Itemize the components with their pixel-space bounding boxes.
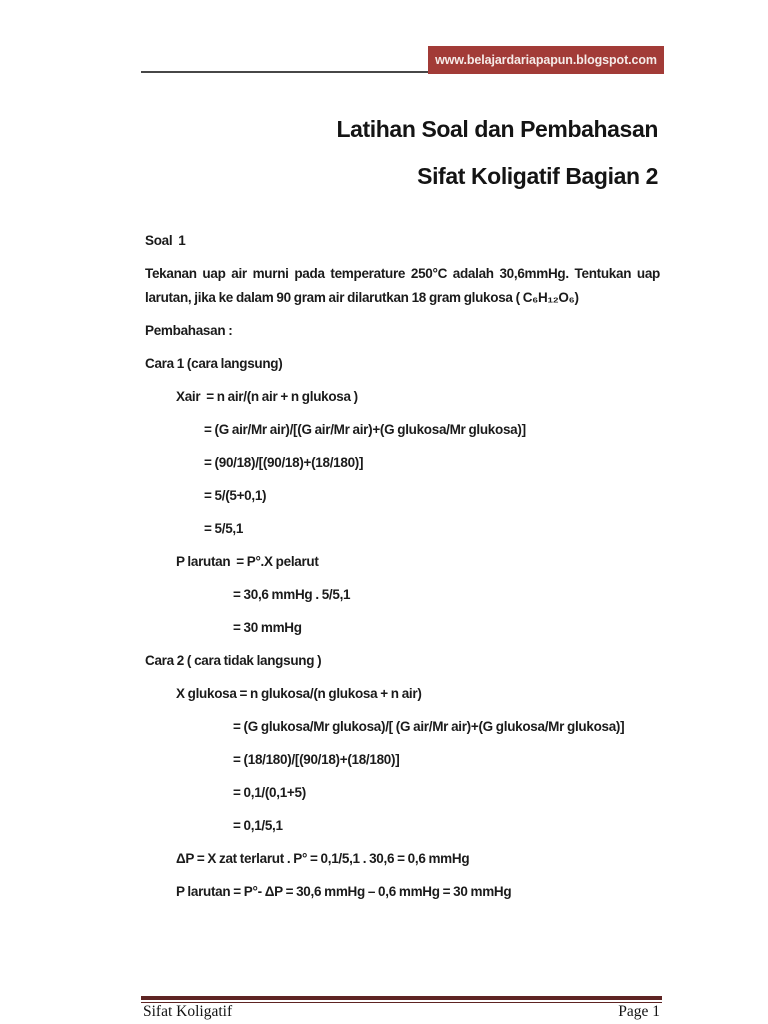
document-body (145, 224, 660, 908)
footer-rule (141, 996, 662, 1003)
formula-line: Xair = n air/(n air + n glukosa ) (176, 389, 358, 404)
formula-line: = 5/(5+0,1) (204, 488, 267, 503)
header-rule (141, 71, 428, 73)
problem-line-2: larutan, jika ke dalam 90 gram air dilarutkan 18 gram glukosa ( C₆H₁₂O₆) (145, 290, 579, 305)
formula-line: ΔP = X zat terlarut . P° = 0,1/5,1 . 30,6 = 0,6 mmHg (176, 851, 470, 866)
footer-left-label: Sifat Koligatif (143, 1003, 233, 1020)
footer-page-number: Page 1 (618, 1003, 660, 1020)
formula-line: = 30 mmHg (233, 620, 302, 635)
formula-line: = 30,6 mmHg . 5/5,1 (233, 587, 351, 602)
page-title (336, 106, 658, 200)
formula-line: X glukosa = n glukosa/(n glukosa + n air) (176, 686, 422, 701)
formula-line: = (G air/Mr air)/[(G air/Mr air)+(G glukosa/Mr glukosa)] (204, 422, 526, 437)
title-line-2: Sifat Koligatif Bagian 2 (417, 163, 658, 189)
pembahasan-heading: Pembahasan : (145, 323, 233, 338)
problem-statement (145, 262, 660, 310)
formula-line: P larutan = P°- ΔP = 30,6 mmHg – 0,6 mmHg = 30 mmHg (176, 884, 512, 899)
formula-line: = (90/18)/[(90/18)+(18/180)] (204, 455, 364, 470)
soal-heading: Soal 1 (145, 233, 186, 248)
formula-line: = (G glukosa/Mr glukosa)/[ (G air/Mr air)+(G glukosa/Mr glukosa)] (233, 719, 625, 734)
solution-sections (145, 347, 660, 908)
title-line-1: Latihan Soal dan Pembahasan (336, 116, 658, 142)
formula-line: = 0,1/5,1 (233, 818, 283, 833)
formula-line: = 5/5,1 (204, 521, 244, 536)
site-url-banner: www.belajardariapapun.blogspot.com (428, 46, 664, 74)
problem-line-1: Tekanan uap air murni pada temperature 250°C adalah 30,6mmHg. Tentukan uap (145, 266, 660, 281)
formula-line: P larutan = P°.X pelarut (176, 554, 319, 569)
formula-line: = (18/180)/[(90/18)+(18/180)] (233, 752, 400, 767)
page-footer (143, 1003, 660, 1021)
section-heading: Cara 2 ( cara tidak langsung ) (145, 653, 322, 668)
section-heading: Cara 1 (cara langsung) (145, 356, 283, 371)
formula-line: = 0,1/(0,1+5) (233, 785, 306, 800)
